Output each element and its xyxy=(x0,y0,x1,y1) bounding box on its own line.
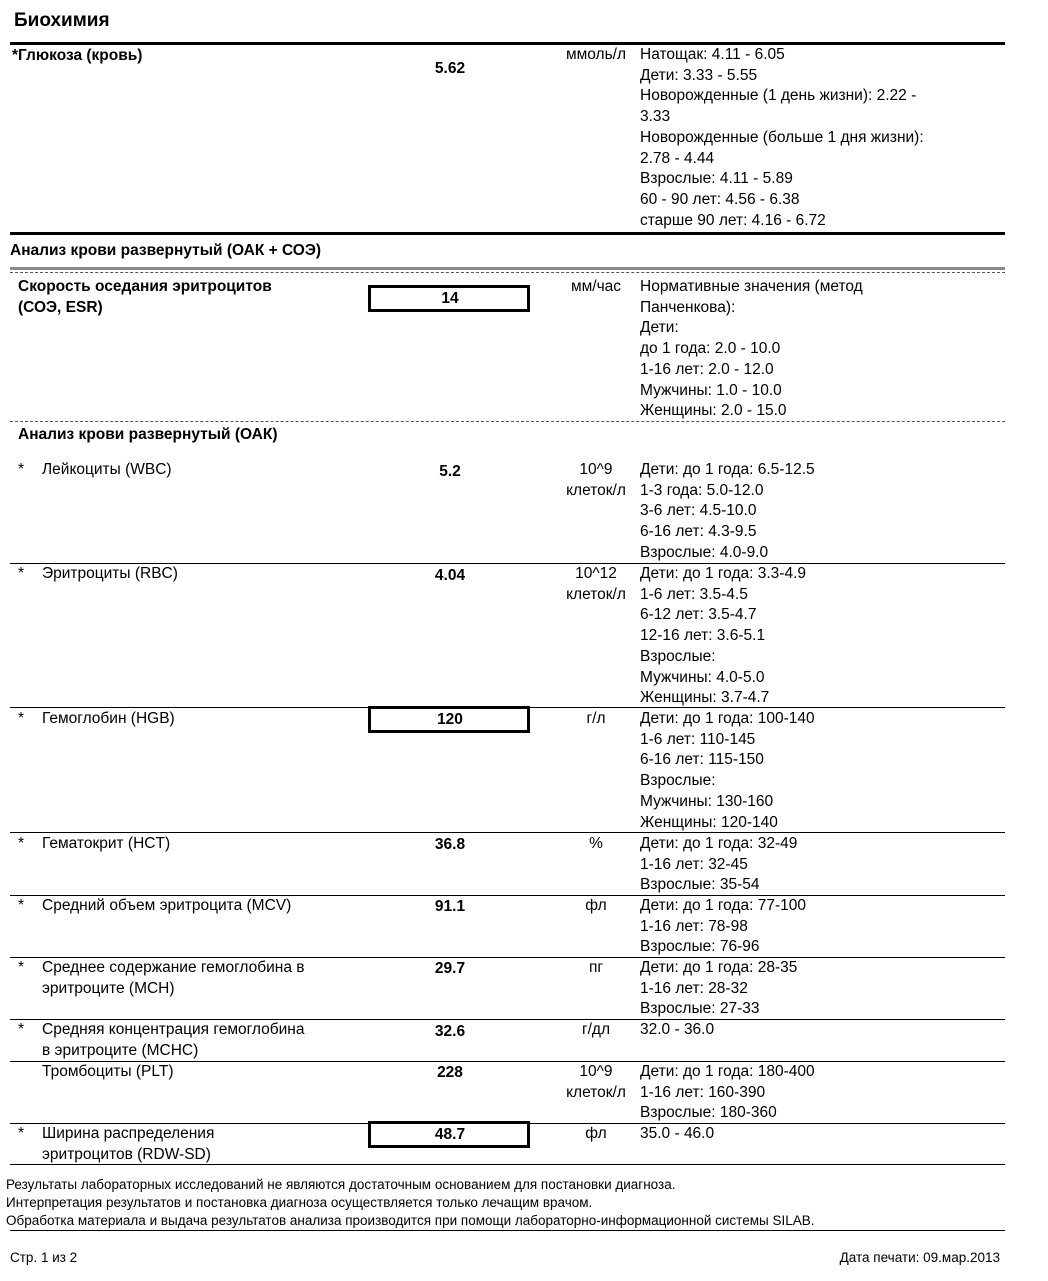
disclaimer-line: Обработка материала и выдача результатов анализа производится при помощи лабораторно-информационной системы SILAB. xyxy=(6,1213,815,1228)
glucose-value: 5.62 xyxy=(434,60,466,77)
mchc-ref: 32.0 - 36.0 xyxy=(640,1021,715,1038)
glucose-unit: ммоль/л xyxy=(565,46,627,63)
dashed-divider xyxy=(10,272,1005,273)
mcv-ref: Дети: до 1 года: 77-100 1-16 лет: 78-98 Взрослые: 76-96 xyxy=(640,897,807,956)
required-marker: * xyxy=(18,1125,25,1142)
glucose-name: *Глюкоза (кровь) xyxy=(12,47,143,64)
rbc-value: 4.04 xyxy=(434,567,466,584)
row-divider xyxy=(10,832,1005,833)
disclaimer-line: Интерпретация результатов и постановка диагноза осуществляется только лечащим врачом. xyxy=(6,1195,593,1210)
plt-value: 228 xyxy=(437,1064,463,1081)
mch-value: 29.7 xyxy=(434,960,466,977)
plt-ref: Дети: до 1 года: 180-400 1-16 лет: 160-390 Взрослые: 180-360 xyxy=(640,1063,815,1122)
hct-name: Гематокрит (HCT) xyxy=(42,835,171,852)
hct-unit: % xyxy=(589,835,603,852)
plt-name: Тромбоциты (PLT) xyxy=(42,1063,174,1080)
mcv-name: Средний объем эритроцита (MCV) xyxy=(42,897,292,914)
rbc-ref: Дети: до 1 года: 3.3-4.9 1-6 лет: 3.5-4.5 6-12 лет: 3.5-4.7 12-16 лет: 3.6-5.1 Взрослые: Мужчины: 4.0-5.0 Женщины: 3.7-4.7 xyxy=(640,565,806,707)
print-date: Дата печати: 09.мар.2013 xyxy=(839,1250,1000,1265)
mcv-unit: фл xyxy=(585,897,607,914)
esr-unit: мм/час xyxy=(570,278,622,295)
row-divider xyxy=(10,1164,1005,1165)
rbc-name: Эритроциты (RBC) xyxy=(42,565,178,582)
mchc-unit: г/дл xyxy=(581,1021,611,1038)
page-number: Стр. 1 из 2 xyxy=(10,1250,78,1265)
wbc-ref: Дети: до 1 года: 6.5-12.5 1-3 года: 5.0-12.0 3-6 лет: 4.5-10.0 6-16 лет: 4.3-9.5 Взрослые: 4.0-9.0 xyxy=(640,461,815,561)
mchc-value: 32.6 xyxy=(434,1023,466,1040)
required-marker: * xyxy=(18,565,25,582)
mchc-name: Средняя концентрация гемоглобина в эритроците (MCHC) xyxy=(42,1021,305,1059)
hgb-unit: г/л xyxy=(586,710,606,727)
divider xyxy=(10,232,1005,235)
divider xyxy=(10,267,1005,270)
rdw-name: Ширина распределения эритроцитов (RDW-SD) xyxy=(42,1125,215,1163)
hgb-ref: Дети: до 1 года: 100-140 1-6 лет: 110-145 6-16 лет: 115-150 Взрослые: Мужчины: 130-160 Женщины: 120-140 xyxy=(640,710,815,831)
required-marker: * xyxy=(18,835,25,852)
glucose-ref: Натощак: 4.11 - 6.05 Дети: 3.33 - 5.55 Новорожденные (1 день жизни): 2.22 - 3.33 Новорожденные (больше 1 дня жизни): 2.78 - 4.44 Взрослые: 4.11 - 5.89 60 - 90 лет: 4.56 - 6.38 старше 90 лет: 4.16 - 6.72 xyxy=(640,46,924,229)
dashed-divider xyxy=(10,421,1005,422)
required-marker: * xyxy=(18,959,25,976)
mch-unit: пг xyxy=(588,959,604,976)
disclaimer-line: Результаты лабораторных исследований не являются достаточным основанием для постановки диагноза. xyxy=(6,1177,676,1192)
cbc-esr-title: Анализ крови развернутый (ОАК + СОЭ) xyxy=(10,242,322,259)
plt-unit: 10^9 клеток/л xyxy=(566,1063,626,1101)
mcv-value: 91.1 xyxy=(434,898,466,915)
wbc-unit: 10^9 клеток/л xyxy=(566,461,626,499)
esr-ref: Нормативные значения (метод Панченкова): Дети: до 1 года: 2.0 - 10.0 1-16 лет: 2.0 - 12.0 Мужчины: 1.0 - 10.0 Женщины: 2.0 - 15.0 xyxy=(640,278,863,420)
required-marker: * xyxy=(18,461,25,478)
required-marker: * xyxy=(18,897,25,914)
rdw-ref: 35.0 - 46.0 xyxy=(640,1125,715,1142)
cbc-title: Анализ крови развернутый (ОАК) xyxy=(18,426,278,443)
rdw-value: 48.7 xyxy=(434,1126,466,1143)
required-marker: * xyxy=(18,1021,25,1038)
mch-ref: Дети: до 1 года: 28-35 1-16 лет: 28-32 Взрослые: 27-33 xyxy=(640,959,798,1018)
hct-value: 36.8 xyxy=(434,836,466,853)
rbc-unit: 10^12 клеток/л xyxy=(566,565,626,603)
hct-ref: Дети: до 1 года: 32-49 1-16 лет: 32-45 Взрослые: 35-54 xyxy=(640,835,798,894)
wbc-name: Лейкоциты (WBC) xyxy=(42,461,172,478)
mch-name: Среднее содержание гемоглобина в эритроците (MCH) xyxy=(42,959,305,997)
required-marker: * xyxy=(18,710,25,727)
esr-value: 14 xyxy=(441,290,459,307)
hgb-value: 120 xyxy=(437,711,463,728)
hgb-name: Гемоглобин (HGB) xyxy=(42,710,175,727)
wbc-value: 5.2 xyxy=(439,463,461,480)
esr-name: Скорость оседания эритроцитов (СОЭ, ESR) xyxy=(18,278,272,316)
footer-divider xyxy=(10,1230,1005,1231)
rdw-unit: фл xyxy=(585,1125,607,1142)
section-title: Биохимия xyxy=(14,10,110,31)
